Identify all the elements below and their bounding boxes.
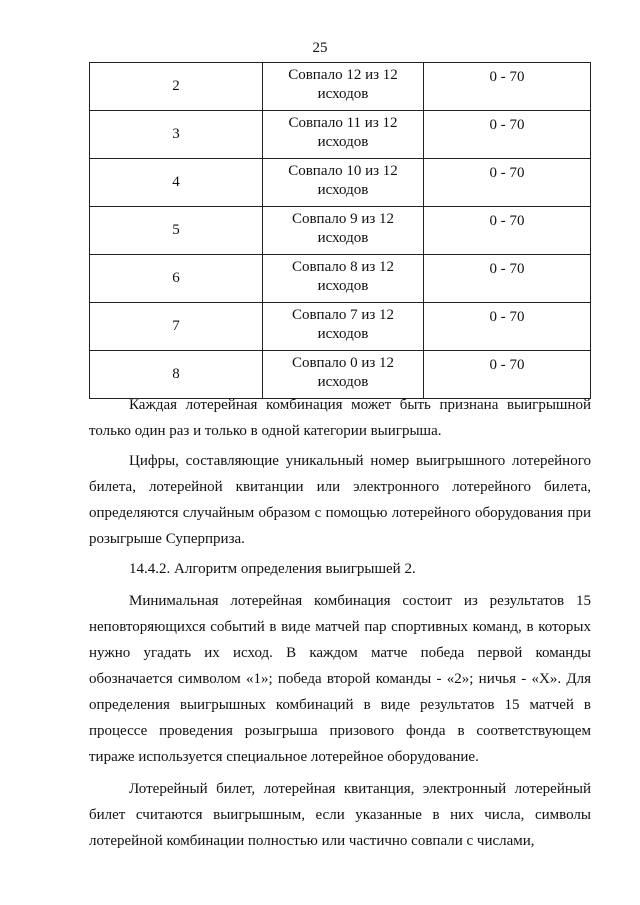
match-text-outcomes: исходов bbox=[317, 326, 369, 342]
category-cell: 3 bbox=[90, 111, 263, 159]
table-row bbox=[90, 159, 591, 207]
percent-cell: 0 - 70 bbox=[424, 159, 591, 207]
paragraph-winning-ticket: Лотерейный билет, лотерейная квитанция, электронный лотерейный билет считаются выигрышным, если указанные в них числа, символы лотерейной комбинации полностью или частично совпали с числами, bbox=[89, 781, 591, 849]
match-text: Совпало 8 из 12 bbox=[291, 259, 395, 275]
match-cell bbox=[263, 159, 424, 207]
percent-cell: 0 - 70 bbox=[424, 351, 591, 399]
paragraph-min-combination: Минимальная лотерейная комбинация состоит из результатов 15 неповторяющихся событий в виде матчей пар спортивных команд, в которых нужно угадать их исход. В каждом матче победа первой команды обозначается символом «1»; победа второй команды - «2»; ничья - «X». Для определения выигрышных комбинаций в виде результатов 15 матчей в процессе проведения розыгрыша призового фонда в соответствующем тираже используется специальное лотерейное оборудование. bbox=[89, 593, 591, 765]
percent-cell: 0 - 70 bbox=[424, 63, 591, 111]
match-text-outcomes: исходов bbox=[317, 134, 369, 150]
percent-cell: 0 - 70 bbox=[424, 303, 591, 351]
match-text: Совпало 0 из 12 bbox=[291, 355, 395, 371]
percent-cell: 0 - 70 bbox=[424, 255, 591, 303]
table-row bbox=[90, 303, 591, 351]
match-text-outcomes: исходов bbox=[317, 182, 369, 198]
match-cell bbox=[263, 111, 424, 159]
match-text-outcomes: исходов bbox=[317, 86, 369, 102]
category-cell: 5 bbox=[90, 207, 263, 255]
table-row bbox=[90, 255, 591, 303]
match-text-outcomes: исходов bbox=[317, 230, 369, 246]
percent-cell: 0 - 70 bbox=[424, 111, 591, 159]
match-cell bbox=[263, 255, 424, 303]
match-cell bbox=[263, 303, 424, 351]
category-cell: 2 bbox=[90, 63, 263, 111]
category-cell: 7 bbox=[90, 303, 263, 351]
category-cell: 6 bbox=[90, 255, 263, 303]
prize-category-table bbox=[89, 62, 591, 399]
match-text-outcomes: исходов bbox=[317, 278, 369, 294]
section-heading: 14.4.2. Алгоритм определения выигрышей 2. bbox=[129, 561, 416, 577]
paragraph-unique-number: Цифры, составляющие уникальный номер выигрышного лотерейного билета, лотерейной квитанции или электронного лотерейного билета, определяются случайным образом с помощью лотерейного оборудования при розыгрыше Суперприза. bbox=[89, 453, 591, 547]
match-text: Совпало 10 из 12 bbox=[288, 163, 398, 179]
page-number: 25 bbox=[312, 40, 328, 56]
match-cell bbox=[263, 63, 424, 111]
category-cell: 8 bbox=[90, 351, 263, 399]
paragraph-single-win: Каждая лотерейная комбинация может быть признана выигрышной только один раз и только в одной категории выигрыша. bbox=[89, 397, 591, 439]
table-row bbox=[90, 63, 591, 111]
match-text: Совпало 11 из 12 bbox=[288, 115, 398, 131]
table-row bbox=[90, 111, 591, 159]
match-text: Совпало 7 из 12 bbox=[291, 307, 395, 323]
category-cell: 4 bbox=[90, 159, 263, 207]
match-text-outcomes: исходов bbox=[317, 374, 369, 390]
body-text bbox=[89, 392, 591, 858]
match-text: Совпало 12 из 12 bbox=[288, 67, 398, 83]
match-text: Совпало 9 из 12 bbox=[291, 211, 395, 227]
match-cell bbox=[263, 207, 424, 255]
table-row bbox=[90, 207, 591, 255]
percent-cell: 0 - 70 bbox=[424, 207, 591, 255]
